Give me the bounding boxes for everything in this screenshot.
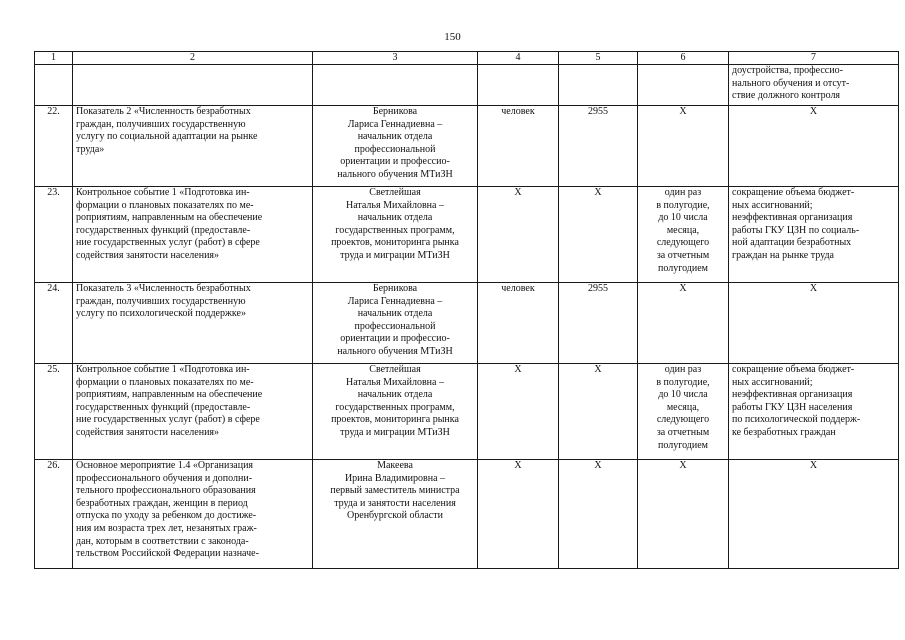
- cell-value: 2955: [559, 283, 638, 364]
- cell-number: 22.: [35, 106, 73, 187]
- cell-number: 23.: [35, 187, 73, 283]
- cell-number: 26.: [35, 460, 73, 569]
- cell-risk: Х: [729, 460, 899, 569]
- cell-name: Показатель 3 «Численность безработных граждан, получивших государственную услугу по психологической поддержке»: [73, 283, 313, 364]
- cell-number: 24.: [35, 283, 73, 364]
- cell-period: один раз в полугодие, до 10 числа месяца, следующего за отчетным полугодием: [638, 364, 729, 460]
- table-row: [35, 187, 899, 283]
- cell-responsible: Светлейшая Наталья Михайловна – начальник отдела государственных программ, проектов, мониторинга рынка труда и миграции МТиЗН: [313, 364, 478, 460]
- column-number: 7: [729, 52, 899, 65]
- cell-responsible: Берникова Лариса Геннадиевна – начальник отдела профессиональной ориентации и профессио- нального обучения МТиЗН: [313, 283, 478, 364]
- table-row-continuation: [35, 65, 899, 106]
- plan-table: [34, 51, 899, 569]
- cell-period: Х: [638, 460, 729, 569]
- table-row: [35, 283, 899, 364]
- cell-period: один раз в полугодие, до 10 числа месяца, следующего за отчетным полугодием: [638, 187, 729, 283]
- cell-unit: Х: [478, 187, 559, 283]
- column-number: 3: [313, 52, 478, 65]
- cell-name: Показатель 2 «Численность безработных граждан, получивших государственную услугу по социальной адаптации на рынке труда»: [73, 106, 313, 187]
- cell-number: 25.: [35, 364, 73, 460]
- cell-name: Контрольное событие 1 «Подготовка ин- формации о плановых показателях по ме- роприятиям, направленным на обеспечение государственных функций (предоставле- ние государственных услуг (работ) в сфере содействия занятости населения»: [73, 364, 313, 460]
- cell-value: Х: [559, 364, 638, 460]
- cell-empty: [35, 65, 73, 106]
- cell-responsible: Светлейшая Наталья Михайловна – начальник отдела государственных программ, проектов, мониторинга рынка труда и миграции МТиЗН: [313, 187, 478, 283]
- cell-empty: [638, 65, 729, 106]
- cell-empty: [73, 65, 313, 106]
- cell-empty: [559, 65, 638, 106]
- cell-risk: Х: [729, 283, 899, 364]
- cell-risk: сокращение объема бюджет- ных ассигнований; неэффективная организация работы ГКУ ЦЗН населения по психологической поддерж- ке безработных граждан: [729, 364, 899, 460]
- cell-unit: человек: [478, 106, 559, 187]
- cell-unit: человек: [478, 283, 559, 364]
- cell-empty: [313, 65, 478, 106]
- cell-responsible: Берникова Лариса Геннадиевна – начальник отдела профессиональной ориентации и профессио- нального обучения МТиЗН: [313, 106, 478, 187]
- cell-period: Х: [638, 106, 729, 187]
- column-number: 2: [73, 52, 313, 65]
- table-row: [35, 460, 899, 569]
- cell-risk: сокращение объема бюджет- ных ассигнований; неэффективная организация работы ГКУ ЦЗН по социаль- ной адаптации безработных граждан на рынке труда: [729, 187, 899, 283]
- cell-value: 2955: [559, 106, 638, 187]
- page-number: 150: [444, 31, 461, 43]
- cell-risk: Х: [729, 106, 899, 187]
- table-row: [35, 106, 899, 187]
- cell-risk: доустройства, профессио- нального обучения и отсут- ствие должного контроля: [729, 65, 899, 106]
- cell-value: Х: [559, 460, 638, 569]
- column-number-row: [35, 52, 899, 65]
- cell-unit: Х: [478, 460, 559, 569]
- cell-name: Контрольное событие 1 «Подготовка ин- формации о плановых показателях по ме- роприятиям, направленным на обеспечение государственных функций (предоставле- ние государственных услуг (работ) в сфере содействия занятости населения»: [73, 187, 313, 283]
- cell-name: Основное мероприятие 1.4 «Организация профессионального обучения и дополни- тельного профессионального образования безработных граждан, женщин в период отпуска по уходу за ребенком до достиже- ния им возраста трех лет, незанятых граж- дан, которым в соответствии с законода- тельством Российской Федерации назначе-: [73, 460, 313, 569]
- column-number: 5: [559, 52, 638, 65]
- cell-unit: Х: [478, 364, 559, 460]
- table-row: [35, 364, 899, 460]
- cell-empty: [478, 65, 559, 106]
- column-number: 1: [35, 52, 73, 65]
- cell-responsible: Макеева Ирина Владимировна – первый заместитель министра труда и занятости населения Оренбургской области: [313, 460, 478, 569]
- cell-period: Х: [638, 283, 729, 364]
- column-number: 6: [638, 52, 729, 65]
- cell-value: Х: [559, 187, 638, 283]
- column-number: 4: [478, 52, 559, 65]
